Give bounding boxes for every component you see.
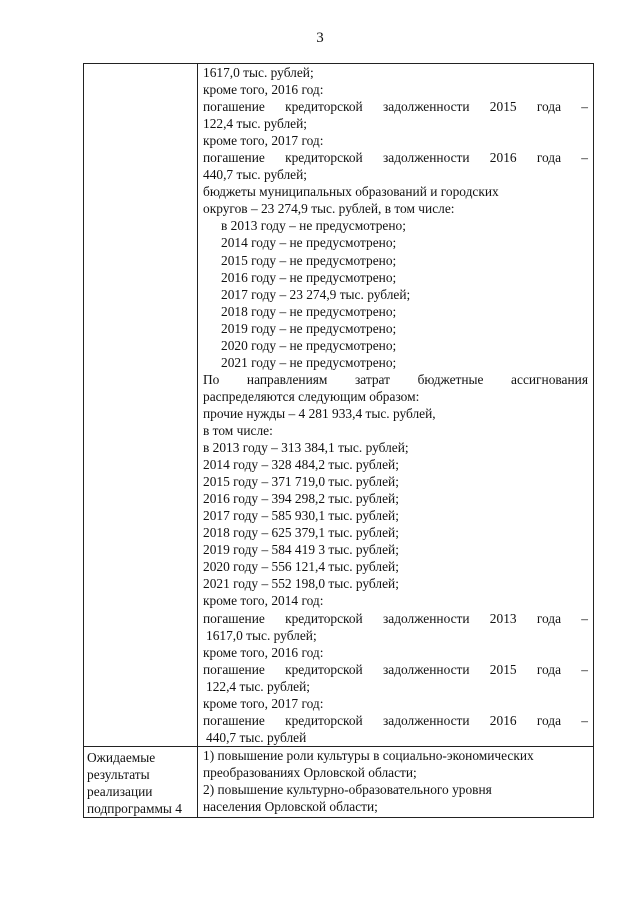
text-line: 2014 году – не предусмотрено; <box>221 235 397 251</box>
text-line: 122,4 тыс. рублей; <box>203 116 307 132</box>
funding-lines <box>203 64 588 746</box>
text-line: 2016 году – не предусмотрено; <box>221 269 397 285</box>
results-label-line: результаты <box>87 766 150 782</box>
results-label-cell <box>84 746 198 817</box>
text-line: 2014 году – 328 484,2 тыс. рублей; <box>203 457 399 473</box>
text-line: бюджеты муниципальных образований и городских <box>203 184 499 200</box>
text-line: 2019 году – не предусмотрено; <box>221 320 397 336</box>
text-line: 2015 году – не предусмотрено; <box>221 252 397 268</box>
text-line: кроме того, 2016 год: <box>203 644 324 660</box>
text-line: в том числе: <box>203 422 273 438</box>
results-label-line: Ожидаемые <box>87 749 156 765</box>
text-line: 2018 году – не предусмотрено; <box>221 303 397 319</box>
text-line: 1617,0 тыс. рублей; <box>203 65 314 80</box>
text-line: 1617,0 тыс. рублей; <box>206 627 317 643</box>
text-line: кроме того, 2017 год: <box>203 133 324 149</box>
text-line: 2017 году – 23 274,9 тыс. рублей; <box>221 286 411 302</box>
results-label-line: подпрограммы 4 <box>87 801 182 817</box>
text-line: 2019 году – 584 419 3 тыс. рублей; <box>203 542 399 558</box>
funding-details-cell <box>198 64 594 747</box>
text-line: округов – 23 274,9 тыс. рублей, в том числе: <box>203 201 455 217</box>
text-line: погашение кредиторской задолженности 2016 года – <box>203 712 588 728</box>
text-line: 2020 году – 556 121,4 тыс. рублей; <box>203 559 399 575</box>
results-lines <box>203 747 588 815</box>
text-line: кроме того, 2016 год: <box>203 82 324 98</box>
results-row <box>84 746 594 817</box>
text-line: 2) повышение культурно-образовательного уровня <box>203 781 492 797</box>
text-line: 440,7 тыс. рублей <box>206 729 307 745</box>
text-line: 122,4 тыс. рублей; <box>206 678 310 694</box>
results-details-cell <box>198 746 594 817</box>
text-line: 2018 году – 625 379,1 тыс. рублей; <box>203 525 399 541</box>
text-line: населения Орловской области; <box>203 799 378 815</box>
text-line: прочие нужды – 4 281 933,4 тыс. рублей, <box>203 405 436 421</box>
text-line: в 2013 году – 313 384,1 тыс. рублей; <box>203 440 409 456</box>
text-line: погашение кредиторской задолженности 2015 года – <box>203 661 588 677</box>
page-number: 3 <box>316 30 324 46</box>
text-line: погашение кредиторской задолженности 2013 года – <box>203 610 588 626</box>
text-line: кроме того, 2014 год: <box>203 593 324 609</box>
program-table <box>83 63 594 818</box>
results-label-line: реализации <box>87 783 153 799</box>
text-line: 2015 году – 371 719,0 тыс. рублей; <box>203 474 399 490</box>
text-line: 440,7 тыс. рублей; <box>203 167 307 183</box>
funding-label-cell <box>84 64 198 747</box>
text-line: кроме того, 2017 год: <box>203 695 324 711</box>
text-line: 2021 году – не предусмотрено; <box>221 354 397 370</box>
text-line: 2017 году – 585 930,1 тыс. рублей; <box>203 508 399 524</box>
text-line: преобразованиях Орловской области; <box>203 764 417 780</box>
text-line: погашение кредиторской задолженности 2015 года – <box>203 99 588 115</box>
text-line: погашение кредиторской задолженности 2016 года – <box>203 150 588 166</box>
text-line: 2020 году – не предусмотрено; <box>221 337 397 353</box>
text-line: распределяются следующим образом: <box>203 388 420 404</box>
text-line: 2016 году – 394 298,2 тыс. рублей; <box>203 491 399 507</box>
text-line: 1) повышение роли культуры в социально-экономических <box>203 747 534 763</box>
funding-row <box>84 64 594 747</box>
text-line: в 2013 году – не предусмотрено; <box>221 218 406 234</box>
text-line: По направлениям затрат бюджетные ассигнования <box>203 371 588 387</box>
text-line: 2021 году – 552 198,0 тыс. рублей; <box>203 576 399 592</box>
